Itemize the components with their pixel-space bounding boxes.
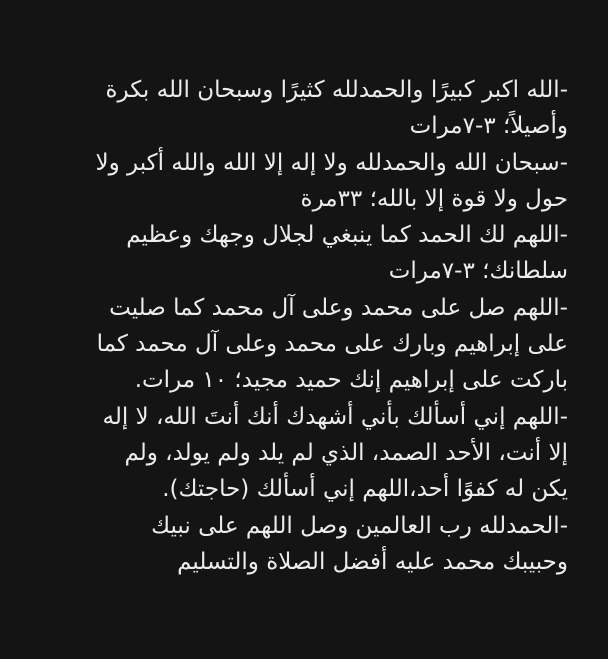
text-line: إلا أنت، الأحد الصمد، الذي لم يلد ولم يولد، ولم (124, 439, 568, 466)
text-line: -اللهم إني أسألك بأني أشهدك أنك أنتَ الله، لا إله (102, 403, 568, 430)
text-line: وحبيبك محمد عليه أفضل الصلاة والتسليم (177, 548, 568, 575)
note-text (22, 72, 568, 580)
text-line: -الحمدلله رب العالمين وصل اللهم على نبيك (151, 512, 568, 539)
text-line: على إبراهيم وبارك على محمد وعلى آل محمد كما (96, 331, 568, 358)
text-line: -الله اكبر كبيرًا والحمدلله كثيرًا وسبحان الله بكرة (105, 77, 568, 103)
text-line: يكن له كفوًا أحد،اللهم إني أسألك (حاجتك). (162, 476, 568, 503)
text-line: -سبحان الله والحمدلله ولا إله إلا الله والله أكبر ولا (95, 149, 568, 176)
text-line: -اللهم لك الحمد كما ينبغي لجلال وجهك وعظيم (126, 222, 568, 249)
text-line: سلطانك؛ ٣-٧مرات (388, 258, 568, 285)
text-line: باركت على إبراهيم إنك حميد مجيد؛ ١٠ مرات. (134, 367, 568, 394)
text-line: وأصيلاً؛ ٣-٧مرات (409, 113, 568, 140)
text-line: -اللهم صل على محمد وعلى آل محمد كما صليت (109, 294, 568, 321)
text-line: حول ولا قوة إلا بالله؛ ٣٣مرة (300, 185, 568, 212)
